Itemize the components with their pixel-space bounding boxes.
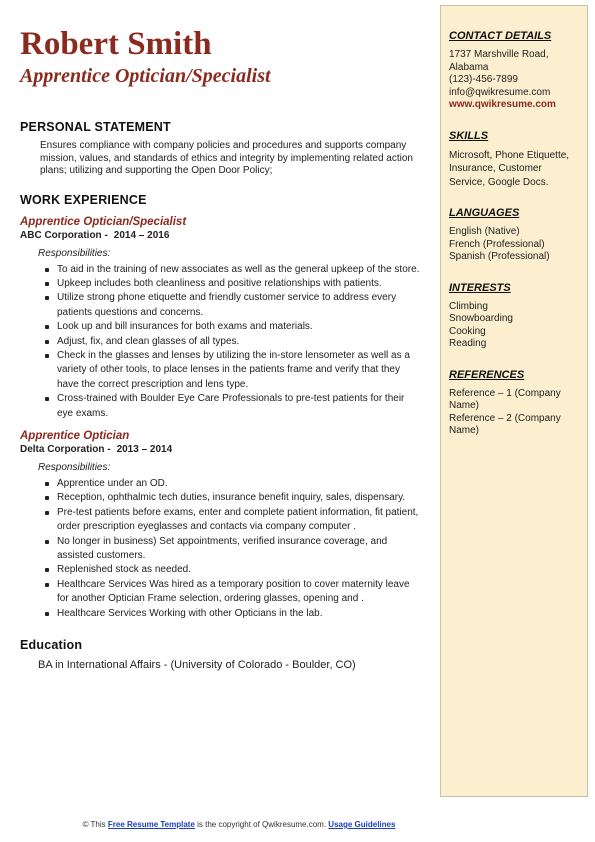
personal-statement-text: Ensures compliance with company policies and procedures and supports company mission, values, and standards of ethics and integrity by implementing related action plans; utilizing and supporting the Open Door Policy; (40, 140, 413, 176)
work-experience-heading: WORK EXPERIENCE (20, 192, 147, 207)
contact-section (449, 30, 579, 112)
list-item: Replenished stock as needed. (57, 563, 422, 577)
free-resume-template-link[interactable]: Free Resume Template (107, 820, 195, 829)
skills-heading: SKILLS (449, 129, 489, 142)
list-item: Pre-test patients before exams, enter and complete patient information, fit patient, order prescription eyeglasses and contacts via company computer . (57, 506, 422, 535)
contact-phone: (123)-456-7899 (449, 74, 518, 85)
contact-heading: CONTACT DETAILS (449, 30, 552, 42)
usage-guidelines-link[interactable]: Usage Guidelines (328, 820, 396, 829)
sidebar (440, 5, 588, 797)
skills-text: Microsoft, Phone Etiquette, Insurance, Customer Service, Google Docs. (449, 149, 570, 188)
list-item: Cooking (449, 325, 486, 337)
main-column (20, 20, 422, 672)
company-name: ABC Corporation - (20, 229, 108, 241)
list-item: Utilize strong phone etiquette and friendly customer service to address every patients questions and concerns. (57, 291, 422, 320)
list-item: Healthcare Services Working with other Opticians in the lab. (57, 607, 422, 621)
list-item: Upkeep includes both cleanliness and positive relationships with patients. (57, 277, 422, 291)
list-item: Reading (449, 338, 487, 350)
list-item: French (Professional) (449, 238, 545, 250)
responsibilities-label: Responsibilities: (38, 461, 111, 473)
interests-heading: INTERESTS (449, 281, 511, 294)
list-item: Climbing (449, 300, 488, 312)
job-company (20, 444, 422, 456)
education-text: BA in International Affairs - (University of Colorado - Boulder, CO) (38, 659, 356, 672)
list-item: Reference – 1 (Company Name) (449, 387, 561, 412)
footer (0, 820, 478, 829)
list-item: Snowboarding (449, 313, 513, 325)
list-item: No longer in business) Set appointments, verified insurance coverage, and assisted customers. (57, 535, 422, 564)
list-item: Apprentice under an OD. (57, 477, 422, 491)
list-item: Spanish (Professional) (449, 251, 550, 263)
responsibility-list (20, 263, 422, 421)
list-item: To aid in the training of new associates as well as the general upkeep of the store. (57, 263, 422, 277)
responsibilities-label: Responsibilities: (38, 247, 111, 259)
job-title: Apprentice Optician (20, 429, 130, 442)
interests-section (449, 282, 579, 351)
list-item: Adjust, fix, and clean glasses of all types. (57, 335, 422, 349)
list-item: Cross-trained with Boulder Eye Care Professionals to pre-test patients for their eye exams. (57, 392, 422, 421)
job-company (20, 230, 422, 242)
footer-prefix: © This (82, 820, 106, 829)
candidate-name: Robert Smith (20, 26, 212, 62)
job-entry (20, 216, 422, 421)
list-item: Check in the glasses and lenses by utilizing the in-store lensometer as well as a variety of other tools, to place lenses in the patients frame and verify that they have the correct prescription and lens type. (57, 349, 422, 392)
responsibility-list (20, 477, 422, 621)
list-item: Look up and bill insurances for both exams and materials. (57, 320, 422, 334)
references-heading: REFERENCES (449, 368, 525, 381)
job-title: Apprentice Optician/Specialist (20, 215, 187, 228)
list-item: Healthcare Services Was hired as a temporary position to cover maternity leave for another Optician Frame selection, ordering glasses, opening and . (57, 578, 422, 607)
job-entry (20, 430, 422, 621)
languages-section (449, 207, 579, 264)
footer-copyright: is the copyright of Qwikresume.com. (197, 820, 327, 829)
list-item: English (Native) (449, 226, 520, 238)
education-heading: Education (20, 638, 83, 653)
list-item: Reception, ophthalmic tech duties, insurance benefit inquiry, sales, dispensary. (57, 491, 422, 505)
contact-address: 1737 Marshville Road, Alabama (449, 49, 549, 73)
contact-website-link[interactable]: www.qwikresume.com (449, 99, 556, 110)
company-name: Delta Corporation - (20, 443, 111, 455)
list-item: Reference – 2 (Company Name) (449, 412, 561, 437)
personal-statement-heading: PERSONAL STATEMENT (20, 120, 171, 134)
languages-heading: LANGUAGES (449, 207, 520, 220)
job-dates: 2013 – 2014 (116, 443, 173, 455)
skills-section (449, 130, 579, 190)
job-dates: 2014 – 2016 (113, 229, 170, 241)
references-section (449, 369, 579, 438)
candidate-title: Apprentice Optician/Specialist (20, 65, 271, 87)
contact-email[interactable]: info@qwikresume.com (449, 86, 551, 98)
